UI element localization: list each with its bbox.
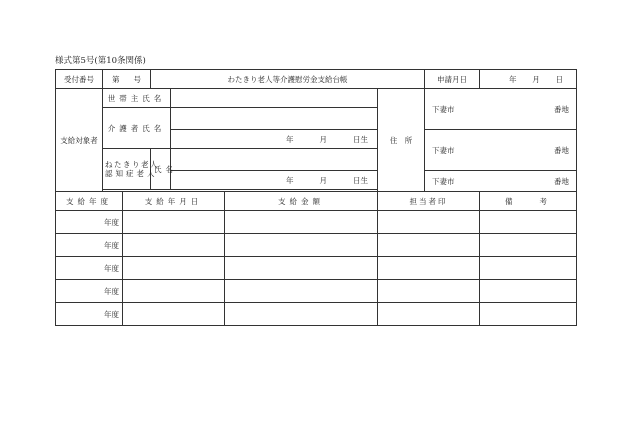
payment-date-cell[interactable] bbox=[123, 234, 225, 257]
ledger-table bbox=[55, 69, 577, 326]
app-month-label: 月 bbox=[532, 74, 540, 84]
elderly-label-line2: 認知症老人 bbox=[105, 169, 158, 178]
payment-date-cell[interactable] bbox=[123, 280, 225, 303]
col-staff-seal: 担当者印 bbox=[378, 192, 480, 211]
remarks-cell[interactable] bbox=[480, 211, 577, 234]
staff-seal-cell[interactable] bbox=[378, 303, 480, 326]
elderly-birth-month: 月 bbox=[319, 175, 327, 185]
caregiver-birth-year: 年 bbox=[286, 134, 294, 144]
caregiver-label: 介護者氏名 bbox=[103, 108, 171, 149]
caregiver-birth-day: 日生 bbox=[353, 134, 368, 144]
householder-label: 世帯主氏名 bbox=[103, 89, 171, 108]
application-date-field[interactable] bbox=[480, 70, 577, 89]
remarks-cell[interactable] bbox=[480, 257, 577, 280]
elderly-label-line1: ねたきり老人 bbox=[105, 160, 159, 169]
header-row bbox=[56, 70, 577, 89]
fiscal-year-cell[interactable]: 年度 bbox=[56, 211, 123, 234]
address-label: 住 所 bbox=[378, 89, 425, 192]
col-remarks: 備 考 bbox=[480, 192, 577, 211]
remarks-cell[interactable] bbox=[480, 234, 577, 257]
staff-seal-cell[interactable] bbox=[378, 211, 480, 234]
table-row bbox=[56, 234, 577, 257]
remarks-cell[interactable] bbox=[480, 303, 577, 326]
banchi-label-1: 番地 bbox=[554, 104, 569, 114]
fiscal-year-cell[interactable]: 年度 bbox=[56, 257, 123, 280]
application-date-label: 申請月日 bbox=[425, 70, 480, 89]
col-payment-date: 支給年月日 bbox=[123, 192, 225, 211]
form-caption: 様式第5号(第10条関係) bbox=[55, 56, 146, 66]
receipt-number-label: 受付番号 bbox=[56, 70, 103, 89]
app-year-label: 年 bbox=[509, 74, 517, 84]
city-label-2: 下妻市 bbox=[432, 145, 455, 155]
payment-amount-cell[interactable] bbox=[225, 257, 378, 280]
fiscal-year-cell[interactable]: 年度 bbox=[56, 234, 123, 257]
payment-date-cell[interactable] bbox=[123, 211, 225, 234]
elderly-type-label bbox=[103, 149, 159, 190]
table-row bbox=[56, 257, 577, 280]
elderly-name-field[interactable] bbox=[171, 149, 378, 171]
payment-date-cell[interactable] bbox=[123, 303, 225, 326]
elderly-birthdate-field[interactable] bbox=[171, 171, 378, 190]
fiscal-year-cell[interactable]: 年度 bbox=[56, 303, 123, 326]
table-row bbox=[56, 303, 577, 326]
staff-seal-cell[interactable] bbox=[378, 257, 480, 280]
elderly-name-suffix: 氏名 bbox=[151, 149, 171, 190]
elderly-birth-year: 年 bbox=[286, 175, 294, 185]
householder-address-field[interactable] bbox=[425, 89, 577, 130]
payment-amount-cell[interactable] bbox=[225, 234, 378, 257]
banchi-label-3: 番地 bbox=[554, 176, 569, 186]
payment-header-row bbox=[56, 192, 577, 211]
table-row bbox=[56, 280, 577, 303]
payment-amount-cell[interactable] bbox=[225, 280, 378, 303]
city-label-1: 下妻市 bbox=[432, 104, 455, 114]
staff-seal-cell[interactable] bbox=[378, 280, 480, 303]
caregiver-address-field[interactable] bbox=[425, 130, 577, 171]
fiscal-year-cell[interactable]: 年度 bbox=[56, 280, 123, 303]
col-payment-amount: 支給金額 bbox=[225, 192, 378, 211]
remarks-cell[interactable] bbox=[480, 280, 577, 303]
staff-seal-cell[interactable] bbox=[378, 234, 480, 257]
number-prefix: 第 bbox=[112, 74, 120, 84]
elderly-birth-day: 日生 bbox=[353, 175, 368, 185]
payment-amount-cell[interactable] bbox=[225, 211, 378, 234]
app-day-label: 日 bbox=[555, 74, 563, 84]
subjects-group-label: 支給対象者 bbox=[56, 89, 103, 192]
caregiver-birth-month: 月 bbox=[319, 134, 327, 144]
payment-date-cell[interactable] bbox=[123, 257, 225, 280]
caregiver-birthdate-field[interactable] bbox=[171, 130, 378, 149]
elderly-address-field[interactable] bbox=[425, 171, 577, 192]
banchi-label-2: 番地 bbox=[554, 145, 569, 155]
city-label-3: 下妻市 bbox=[432, 176, 455, 186]
table-row bbox=[56, 211, 577, 234]
form-title: わたきり老人等介護慰労金支給台帳 bbox=[151, 70, 425, 89]
payment-amount-cell[interactable] bbox=[225, 303, 378, 326]
col-fiscal-year: 支給年度 bbox=[56, 192, 123, 211]
number-suffix: 号 bbox=[133, 74, 141, 84]
householder-row bbox=[56, 89, 577, 108]
caregiver-name-field[interactable] bbox=[171, 108, 378, 130]
householder-name-field[interactable] bbox=[171, 89, 378, 108]
receipt-number-field[interactable] bbox=[103, 70, 151, 89]
